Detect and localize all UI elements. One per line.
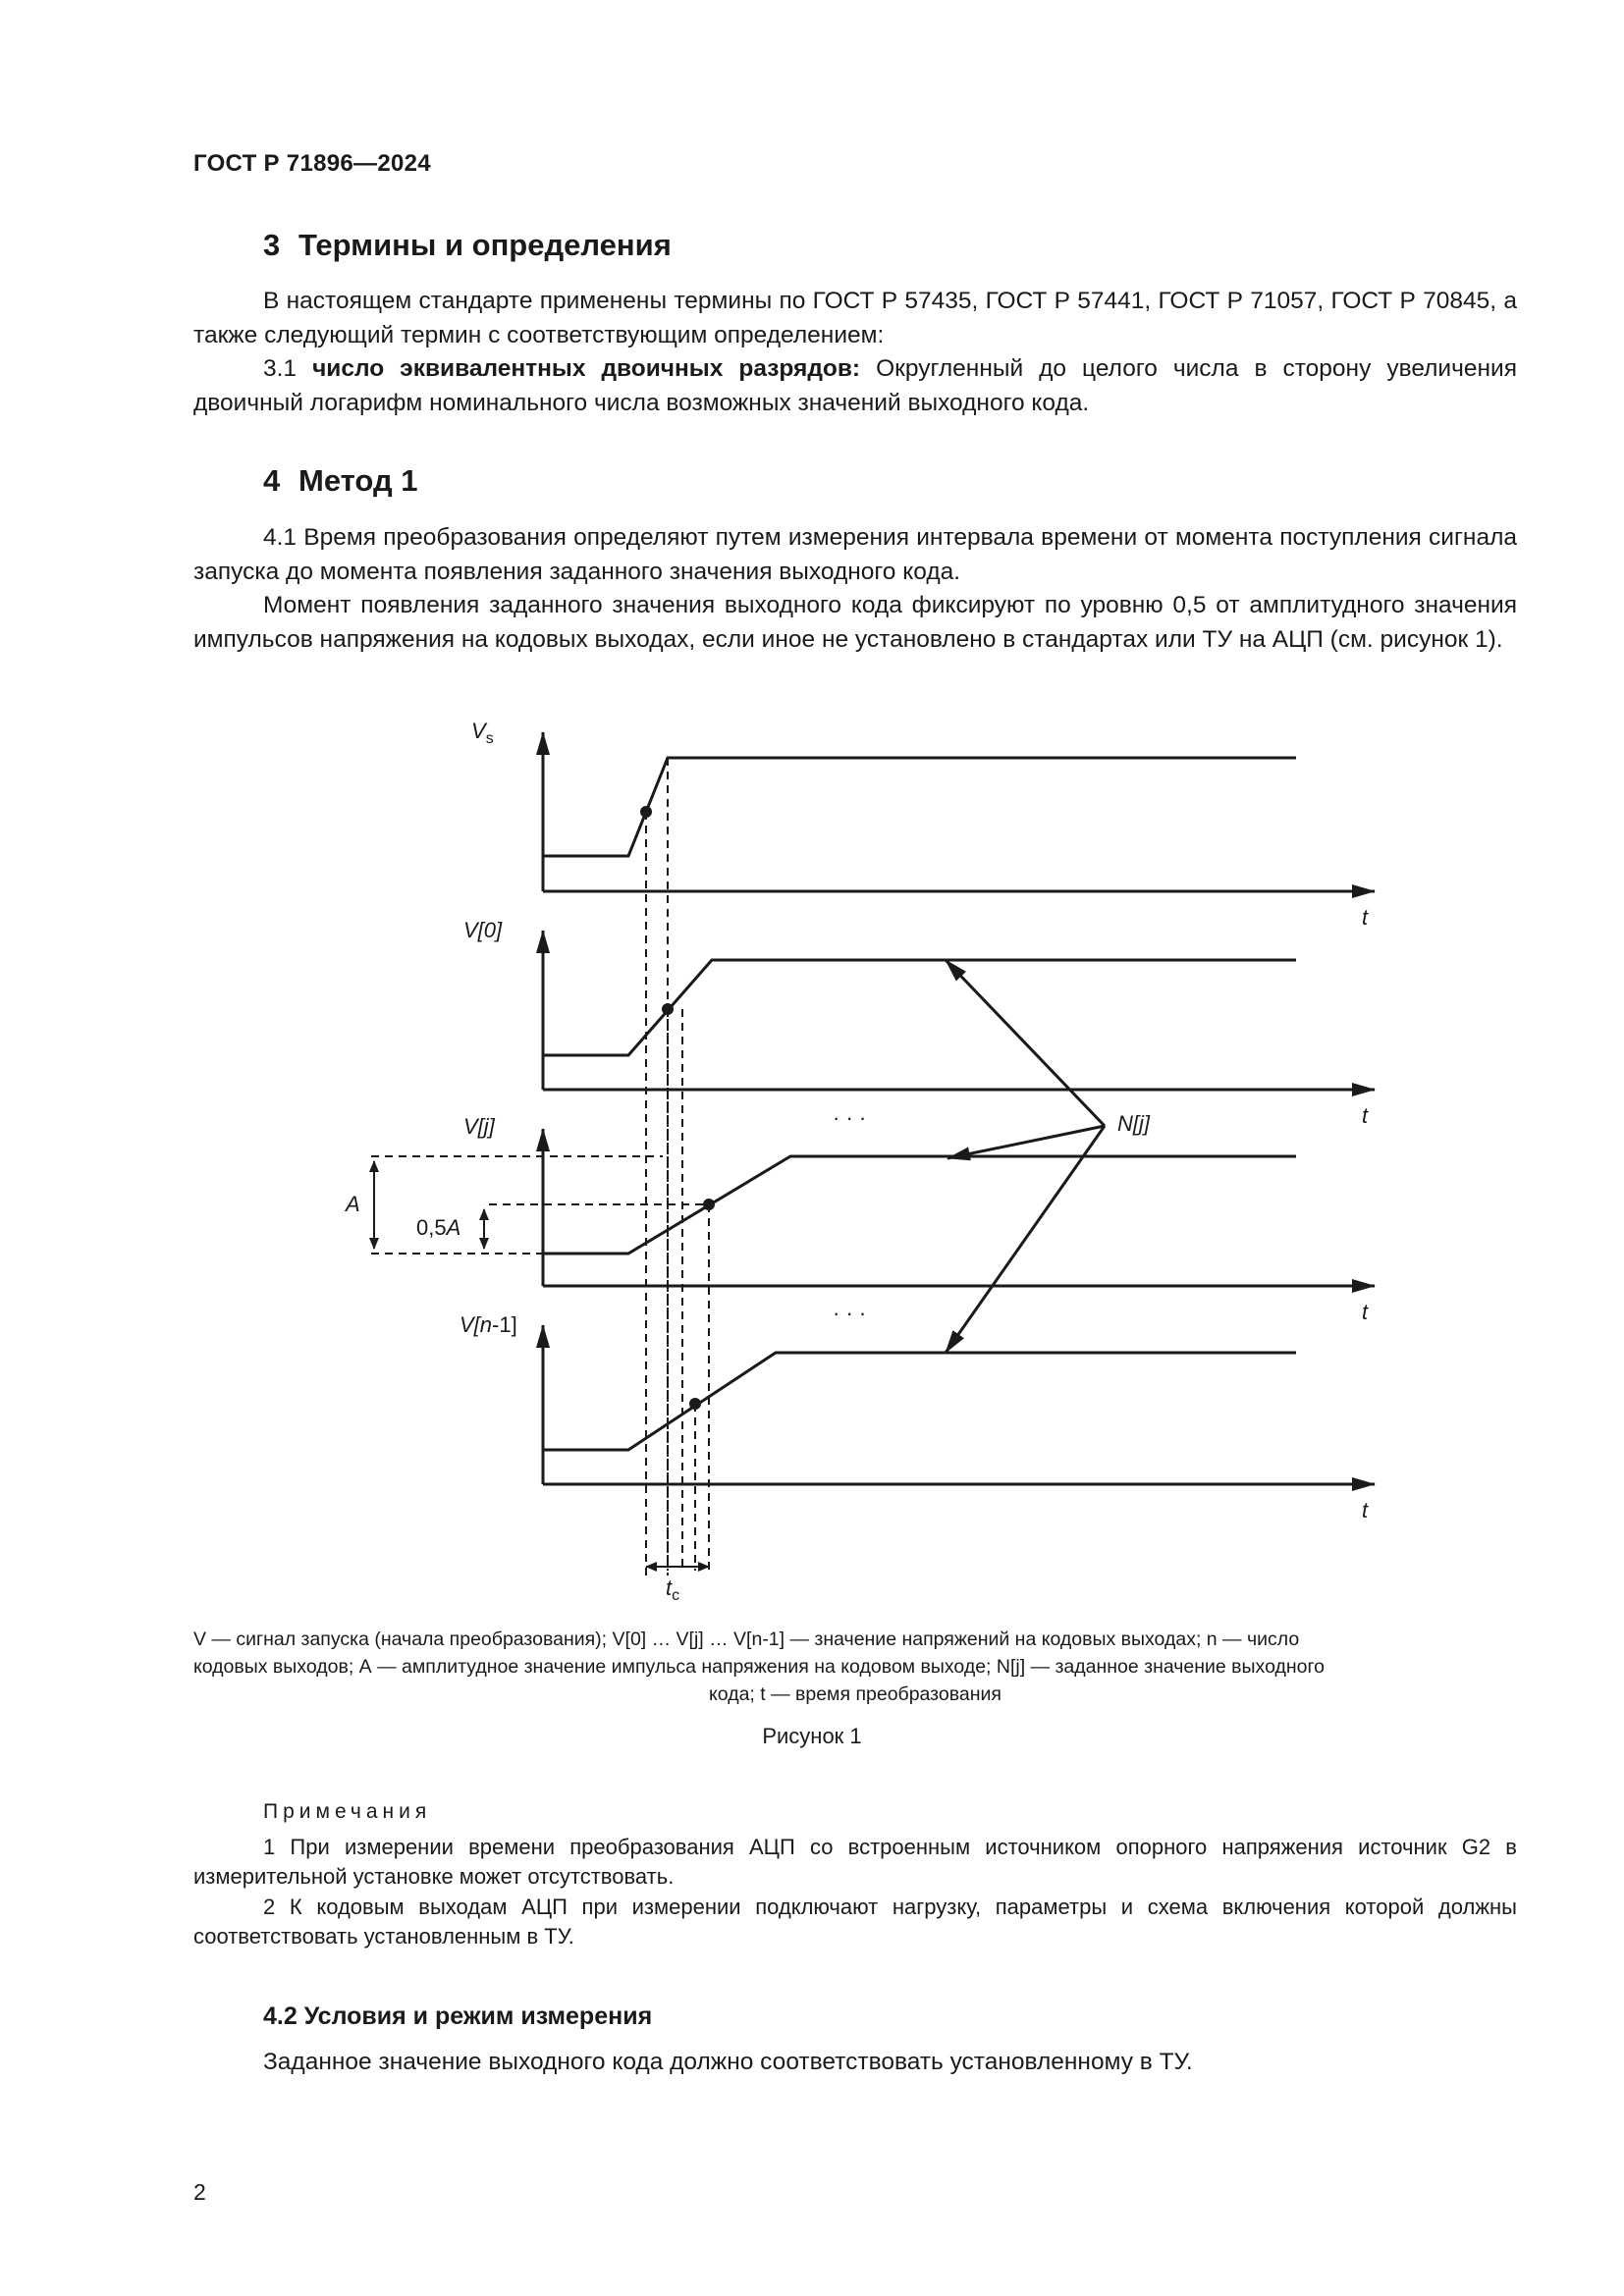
section-4-2-text: Заданное значение выходного кода должно соответствовать установленному в ТУ. xyxy=(263,2049,1193,2075)
figure-legend xyxy=(193,1626,1517,1708)
label-tc-sub: c xyxy=(672,1587,680,1604)
svg-text:tc xyxy=(666,1575,679,1604)
t-label-4: t xyxy=(1362,1498,1369,1522)
trace-v0 xyxy=(543,960,1296,1055)
label-tc: t xyxy=(666,1575,673,1600)
label-vs-sub: s xyxy=(485,730,494,747)
section-4-number: 4 xyxy=(263,463,281,498)
dashed-guides xyxy=(371,758,709,1575)
ellipsis-1: · · · xyxy=(833,1105,867,1130)
label-vj: V[j] xyxy=(463,1114,495,1139)
label-half-amplitude-num: 0,5 xyxy=(416,1215,447,1240)
definition-number: 3.1 xyxy=(263,355,298,382)
note-2: 2 К кодовым выходам АЦП при измерении подключают нагрузку, параметры и схема включения которой должны соответствовать установленным в ТУ. xyxy=(193,1895,1517,1949)
label-vs: V xyxy=(471,719,486,743)
paragraph-4-1-cont: Момент появления заданного значения выходного кода фиксируют по уровню 0,5 от амплитудного значения импульсов напряжения на кодовых выходах, если иное не установлено в стандартах или ТУ на АЦП (см. рисунок 1). xyxy=(193,592,1517,653)
axis-labels xyxy=(344,719,1369,1604)
document-code: ГОСТ Р 71896—2024 xyxy=(193,150,431,177)
section-4-title: Метод 1 xyxy=(298,463,418,498)
figure-caption: Рисунок 1 xyxy=(762,1724,862,1748)
label-nj: N[j] xyxy=(1117,1111,1150,1136)
t-label-1: t xyxy=(1362,905,1369,930)
t-label-2: t xyxy=(1362,1103,1369,1128)
definition-term: число эквивалентных двоичных разрядов: xyxy=(312,355,861,382)
label-v0: V[0] xyxy=(463,918,503,942)
svg-text:0,5A xyxy=(416,1215,460,1240)
label-vn-pre: V[ xyxy=(460,1312,480,1337)
ellipsis-2: · · · xyxy=(833,1301,867,1325)
section-3-number: 3 xyxy=(263,228,281,262)
trace-vs xyxy=(543,758,1296,856)
section-3-intro: В настоящем стандарте применены термины по ГОСТ Р 57435, ГОСТ Р 57441, ГОСТ Р 71057, ГОСТ Р 70845, а также следующий термин с соответствующим определением: xyxy=(193,288,1517,348)
paragraph-4-1: 4.1 Время преобразования определяют путем измерения интервала времени от момента поступления сигнала запуска до момента появления заданного значения выходного кода. xyxy=(193,524,1517,585)
svg-text:V[n-1] xyxy=(460,1312,517,1337)
legend-line-2: кодовых выходов; А — амплитудное значение импульса напряжения на кодовом выходе; N[j] — заданное значение выходного xyxy=(193,1656,1326,1678)
t-label-3: t xyxy=(1362,1300,1369,1324)
page-number: 2 xyxy=(193,2179,206,2205)
level-markers xyxy=(640,806,715,1410)
section-3-title: Термины и определения xyxy=(298,228,672,262)
label-vn-post: -1] xyxy=(492,1312,517,1337)
svg-text:Vs xyxy=(471,719,494,747)
label-amplitude: A xyxy=(346,1192,360,1216)
note-1: 1 При измерении времени преобразования АЦП со встроенным источником опорного напряжения источник G2 в измерительной установке может отсутствовать. xyxy=(193,1835,1517,1889)
legend-line-1: V — сигнал запуска (начала преобразования); V[0] … V[j] … V[n-1] — значение напряжений на кодовых выходах; n — число xyxy=(193,1629,1300,1650)
label-half-amplitude-var: A xyxy=(446,1215,461,1240)
section-4-2-heading: 4.2 Условия и режим измерения xyxy=(263,2002,653,2030)
trace-vn xyxy=(543,1353,1296,1450)
legend-line-3: кода; t — время преобразования xyxy=(709,1683,1001,1705)
signal-traces xyxy=(543,758,1296,1450)
label-vn-var: n xyxy=(479,1312,493,1337)
notes-title: Примечания xyxy=(263,1800,432,1823)
definition-text: Округленный до целого числа в сторону увеличения двоичный логарифм номинального числа возможных значений выходного кода. xyxy=(193,355,1517,416)
